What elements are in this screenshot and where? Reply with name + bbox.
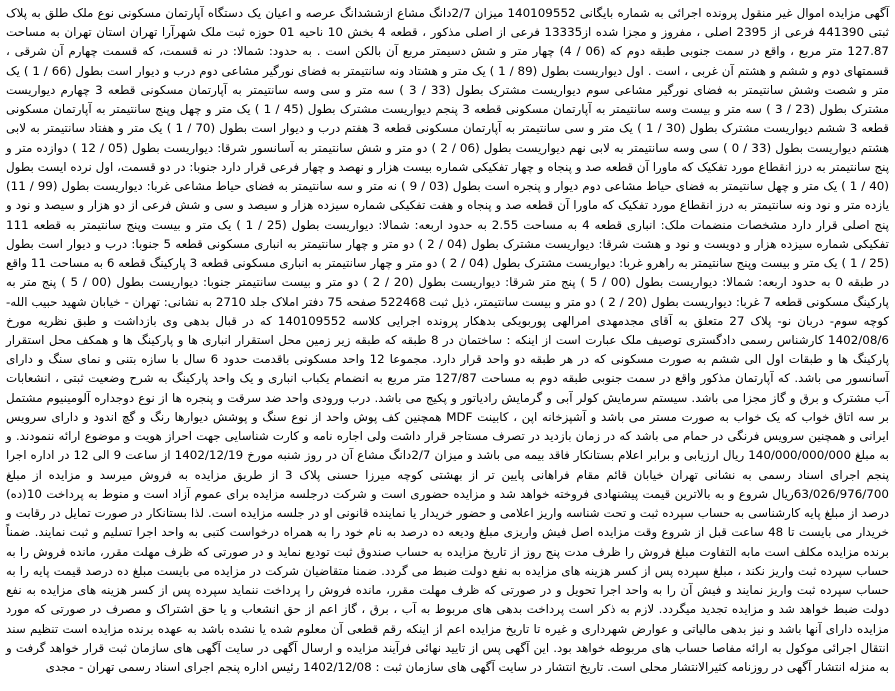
auction-notice-text: آگهی مزایده اموال غیر منقول پرونده اجرائی به شماره بایگانی 140109552 میزان 2/7دانگ مشاع ازششدانگ عرصه و اعیان یک دستگاه آپارتمان مسکونی نوع ملک طلق به پلاک ثبتی 441390 فرعی از 2395 اصلی ، مفروز و مجزا شده از13335 فرعی از اصلی مذکور ، قطعه 4 بخش 10 ناحیه 01 حوزه ثبت ملک شهرآرا تهران استان تهران به مساحت 127.87 متر مربع ، واقع در سمت جنوبی طبقه دوم که (06 / 4) چهار متر و شش دسیمتر مربع آن بالکن است . به حدود: شمالا: در نه قسمت، که قسمت چهارم آن شرقی ، قسمتهای دوم و ششم و هشتم آن غربی ، است . اول دیواریست بطول (89 / 1 ) یک متر و هشتاد ونه سانتیمتر به فضای نورگیر مشاعی دوم درب و دیوار است بطول (66 / 1 ) یک متر و شصت وشش سانتیمتر به فضای نورگیر مشاعی سوم دیواریست مشترک بطول (33 / 3 ) سه متر و سی وسه سانتیمتر به آپارتمان مسکونی قطعه 3 چهارم دیواریست مشترک بطول (23 / 3 ) سه متر و بیست وسه سانتیمتر به آپارتمان مسکونی قطعه 3 پنجم دیواریست مشترک بطول (45 / 1 ) یک متر و چهل وپنج سانتیمتر به آپارتمان مسکونی قطعه 3 ششم دیواریست مشترک بطول (30 / 1 ) یک متر و سی سانتیمتر به آپارتمان مسکونی قطعه 3 هفتم درب و دیوار است بطول (70 / 1 ) یک متر و هفتاد سانتیمتر به لابی هشتم دیواریست بطول (33 / 0 ) سی وسه سانتیمتر به لابی نهم دیواریست بطول (06 / 2 ) دو متر و شش سانتیمتر به آسانسور شرقا: دیواریست بطول (05 / 12 ) دوازده متر و پنج سانتیمتر به درز انقطاع مورد تفکیک که ماورا آن قطعه صد و پنجاه و چهار تفکیکی شماره بیست هزار و نهصد و چهار فرعی قرار دارد جنوبا: در دو قسمت، اول نرده ایست بطول (40 / 1 ) یک متر و چهل سانتیمتر به فضای حیاط مشاعی دوم دیوار و پنجره است بطول (03 / 9 ) نه متر و سه سانتیمتر به فضای حیاط مشاعی غربا: دیواریست بطول (99 / 11) یازده متر و نود ونه سانتیمتر به درز انقطاع مورد تفکیک که ماورا آن قطعه صد و پنجاه و هفت تفکیکی شماره سیزده هزار و سیصد و سی و شش فرعی از دو هزار و سیصد و نود و پنج اصلی قرار دارد مشخصات منضمات ملک: انباری قطعه 4 به مساحت 2.55 به حدود اربعه: شمالا: دیواریست بطول (25 / 1 ) یک متر و بیست وپنج سانتیمتر به قطعه 111 تفکیکی شماره سیزده هزار و دویست و نود و هشت شرقا: دیواریست مشترک بطول (04 / 2 ) دو متر و چهار سانتیمتر به انباری مسکونی قطعه 5 جنوبا: درب و دیوار است بطول (25 / 1 ) یک متر و بیست وپنج سانتیمتر به راهرو غربا: دیواریست مشترک بطول (04 / 2 ) دو متر و چهار سانتیمتر به انباری مسکونی قطعه 3 پارکینگ قطعه 6 به مساحت 11 واقع در طبقه 0 به حدود اربعه: شمالا: دیواریست بطول (00 / 5 ) پنج متر شرقا: دیواریست بطول (20 / 2 ) دو متر و بیست سانتیمتر جنوبا: دیواریست بطول (00 / 5 ) پنج متر به پارکینگ مسکونی قطعه 7 غربا: دیواریست بطول (20 / 2 ) دو متر و بیست سانتیمتر، ذیل ثبت 522468 صفحه 75 دفتر املاک جلد 2710 به نشانی: تهران - خیابان شهید حبیب الله- کوچه سوم- دربان نو- پلاک 27 متعلق به آقای مجدمهدی امرالهی پوربویکی بدهکار پرونده اجرایی کلاسه 140109552 که در قبال بدهی وی بازداشت و طبق نظریه مورخ 1402/08/6 کارشناس رسمی دادگستری توصیف ملک عبارت است از اینکه : ساختمان در 8 طبقه که طبقه زیر زمین محل استقرار انباری ها و پارکینگ ها و همکف محل استقرار پارکینگ ها و طبقات اول الی ششم به صورت مسکونی که در هر طبقه دو واحد قرار دارد. مجموعا 12 واحد مسکونی باقدمت حدود 6 سال با سازه بتنی و نمای سنگ و دارای آسانسور می باشد. که آپارتمان مذکور واقع در سمت جنوبی طبقه دوم به مساحت 127/87 متر مربع به انضمام یکباب انباری و یک واحد پارکینگ به شرح وضعیت ثبتی ، انشعابات آب مشترک و برق و گاز مجزا می باشد. سیستم سرمایش کولر آبی و گرمایش رادیاتور و پکیج می باشد. درب ورودی واحد ضد سرقت و پنجره ها از نوع دوجداره آلومینیوم مشتمل بر سه اتاق خواب که یک خواب به صورت مستر می باشد و آشپزخانه اپن ، کابینت MDF همچنین کف پوش واحد از نوع سنگ و پوشش دیوارها رنگ و گچ اندود و دارای سرویس ایرانی و همچنین سرویس فرنگی در حمام می باشد که در زمان بازدید در تصرف مستاجر قرار داشت ولی اجاره نامه و کارت شناسایی جهت احراز هویت و موضوع ارائه ننمودند. و به مبلغ 140/000/000/000 ریال ارزیابی و برابر اعلام بستانکار فاقد بیمه می باشد و میزان 2/7دانگ مشاع آن در روز شنبه مورخ 1402/12/19 از ساعت 9 الی 12 در اداره اجرا پنجم اجرای اسناد رسمی به نشانی تهران خیابان قائم مقام فراهانی پایین تر از بهشتی کوچه میرزا حسنی پلاک 3 از طریق مزایده به فروش میرسد و مزایده از مبلغ 63/026/976/700ریال شروع و به بالاترین قیمت پیشنهادی فروخته خواهد شد و مزایده حضوری است و شرکت درجلسه مزایده برای عموم آزاد است و منوط به پرداخت 10(ده) درصد از مبلغ پایه کارشناسی به حساب سپرده ثبت و تحت شناسه واریز اعلامی و حضور خریدار یا نماینده قانونی او در جلسه مزایده است. لذا بستانکار در صورت تمایل در رقابت و خریدار می بایست تا 48 ساعت قبل از شروع وقت مزایده اصل فیش واریزی مبلغ ودیعه ده درصد به نام خود را به همراه درخواست کتبی به واحد اجرا تسلیم و ثبت نمایند. ضمناً برنده مزایده مکلف است مابه التفاوت مبلغ فروش را ظرف مدت پنج روز از تاریخ مزایده به حساب صندوق ثبت تودیع نماید و در صورتی که ظرف مهلت مقرر، مانده فروش را به حساب سپرده ثبت واریز نکند ، مبلغ سپرده پس از کسر هزینه های مزایده به نفع دولت ضبط می گردد. ضمنا متقاضیان شرکت در مزایده می بایست مبلغ ده درصد قیمت پایه را به حساب سپرده ثبت واریز نمایند و فیش آن را به واحد اجرا تحویل و در صورتی که ظرف مهلت مقرر، مانده فروش را پرداخت ننماید سپرده پس از کسر هزینه های مزایده به نفع دولت ضبط خواهد شد و مزایده تجدید میگردد. لازم به ذکر است پرداخت بدهی های مربوط به آب ، برق ، گاز اعم از حق انشعاب و یا حق اشتراک و مصرف در صورتی که مورد مزایده دارای آنها باشد و نیز بدهی مالیاتی و عوارض شهرداری و غیره تا تاریخ مزایده اعم از اینکه رقم قطعی آن معلوم شده یا نشده باشد به عهده برنده مزایده است تنظیم سند انتقال اجرائی موکول به ارائه مفاصا حساب های مربوطه خواهد بود. این آگهی پس از تایید نهائی فرآیند مزایده و ارسال آگهی در سایت آگهی های سازمان ثبت قرار خواهد گرفت و به منزله انتشار آگهی در روزنامه کثیرالانتشار محلی است. تاریخ انتشار در سایت آگهی های سازمان ثبت : 1402/12/08 رئیس اداره پنجم اجرای اسناد رسمی تهران - مجدی <box>6 6 890 674</box>
